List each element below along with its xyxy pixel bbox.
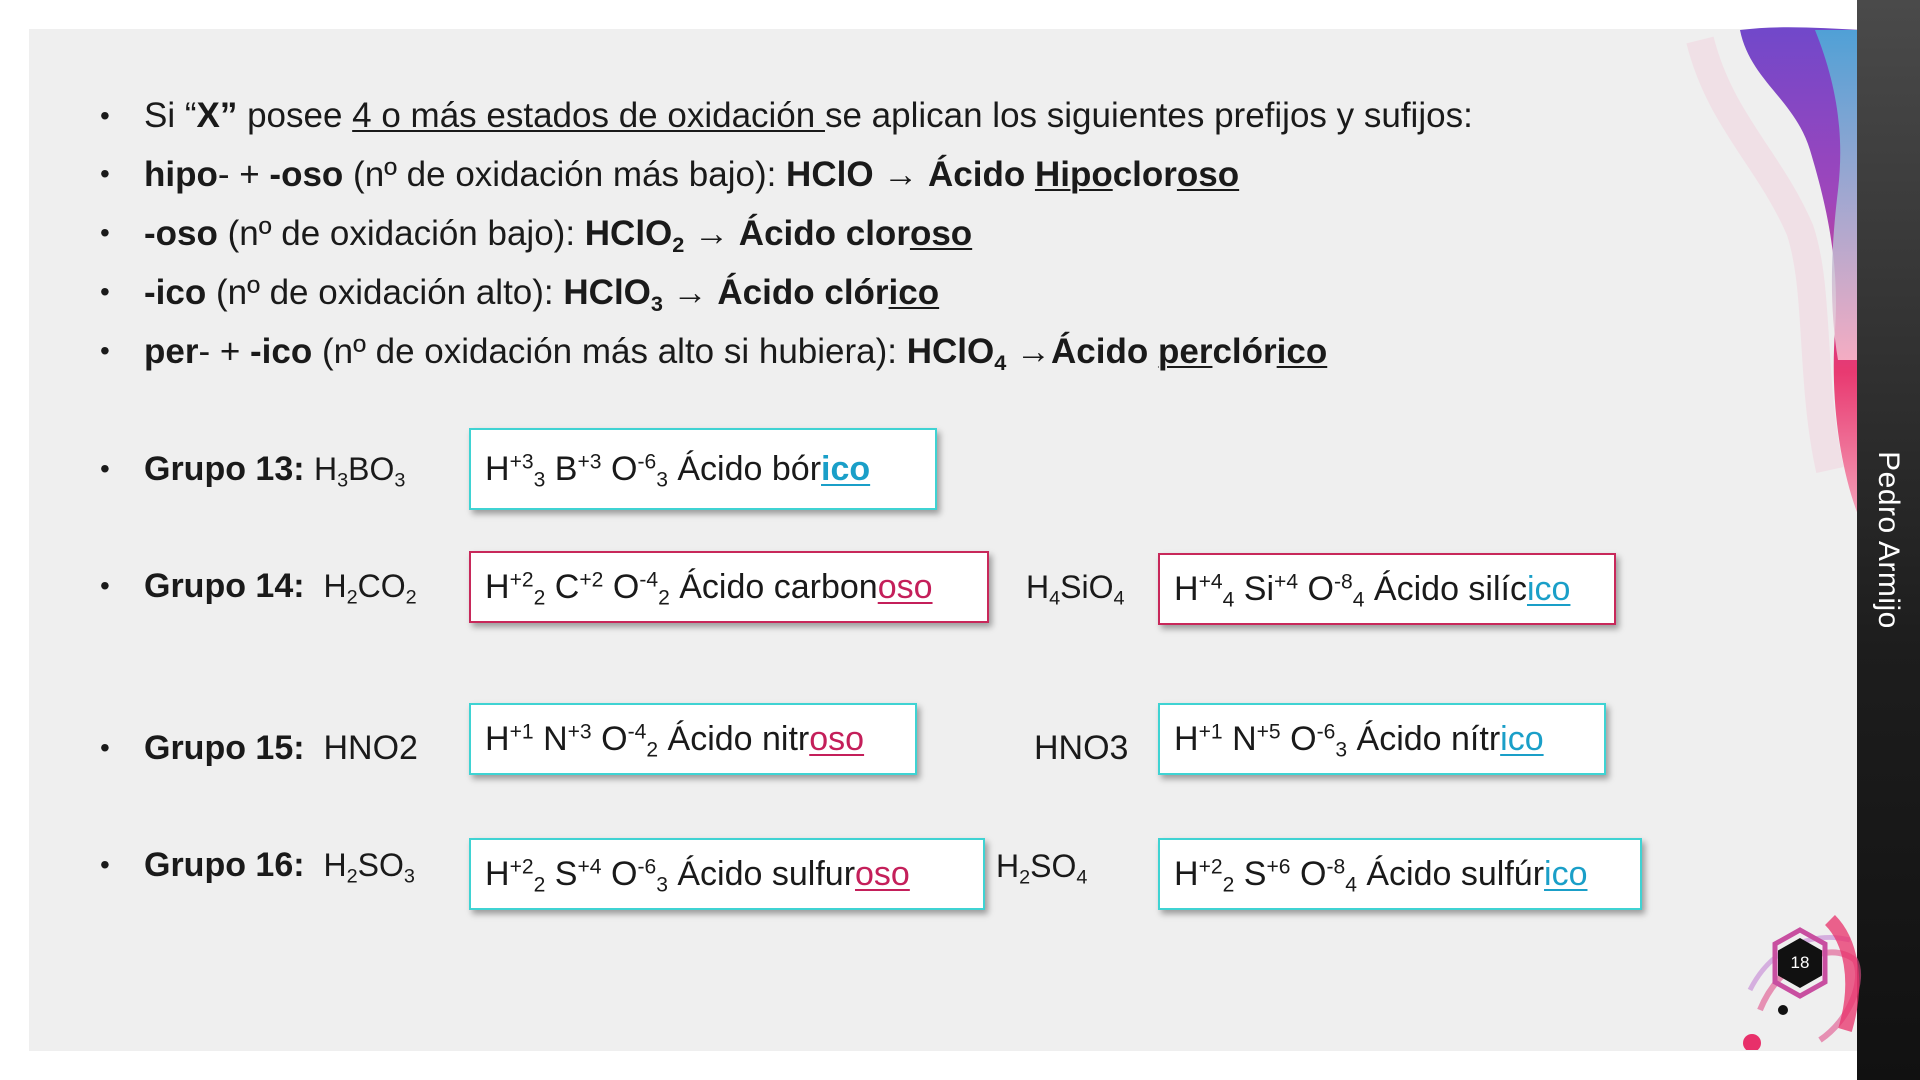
acid-suffix: oso bbox=[909, 214, 973, 253]
acid-suffix: oso bbox=[855, 854, 910, 893]
group-16-row bbox=[144, 846, 415, 888]
rule-per-ico bbox=[144, 332, 1328, 375]
acid-suffix: oso bbox=[809, 719, 865, 758]
connector: - + bbox=[198, 332, 251, 371]
group-label: Grupo 13: bbox=[144, 450, 305, 488]
connector: - + bbox=[217, 155, 270, 194]
rule-ico bbox=[144, 273, 940, 316]
arrow: → bbox=[662, 273, 718, 312]
acid-suffix: ico bbox=[1276, 332, 1328, 371]
group-16-acid-box-1: $H^{+2}_2$ $S^{+4}$ $O^{-6}_3$ Ácido sulfuroso bbox=[469, 838, 985, 910]
acid-suffix: ico bbox=[1526, 569, 1571, 608]
page-number-badge bbox=[1774, 937, 1826, 989]
group-14-row bbox=[144, 567, 417, 609]
rule-hipo-oso bbox=[144, 155, 1239, 195]
group-13-acid-box: $H^{+3}_3$ $B^{+3}$ $O^{-6}_3$ Ácido bórico bbox=[469, 428, 937, 510]
acid-suffix: oso bbox=[877, 567, 933, 606]
intro-x: X” bbox=[196, 96, 238, 135]
group-label: Grupo 16: bbox=[144, 846, 305, 884]
acid-name: Ácido bbox=[1051, 332, 1158, 371]
formula: HClO$_2$ bbox=[584, 214, 685, 257]
arrow: → bbox=[1006, 332, 1052, 371]
acid-suffix: oso bbox=[1176, 155, 1240, 194]
bullet: • bbox=[100, 335, 110, 366]
acid-root: clór bbox=[1212, 332, 1277, 371]
acid-root: clor bbox=[1112, 155, 1177, 194]
rule-description: (nº de oxidación alto): bbox=[206, 273, 564, 312]
group-label: Grupo 15: bbox=[144, 729, 305, 767]
intro-text-mid: posee bbox=[237, 96, 353, 135]
prefix: per bbox=[144, 332, 199, 371]
suffix: -ico bbox=[250, 332, 313, 371]
intro-text-post: se aplican los siguientes prefijos y sufijos: bbox=[824, 96, 1473, 135]
group-16-formula-2: $H_2SO_4$ bbox=[996, 848, 1088, 889]
group-14-formula-2: $H_4SiO_4$ bbox=[1026, 569, 1125, 610]
rule-intro bbox=[144, 96, 1473, 136]
rule-oso bbox=[144, 214, 973, 257]
rule-description: (nº de oxidación bajo): bbox=[217, 214, 585, 253]
bullet: • bbox=[100, 276, 110, 307]
group-13-row bbox=[144, 450, 406, 492]
arrow: → bbox=[684, 214, 739, 253]
group-formula: HNO2 bbox=[323, 729, 418, 767]
arrow: → bbox=[873, 155, 928, 194]
suffix: -ico bbox=[144, 273, 207, 312]
group-15-row bbox=[144, 729, 418, 768]
acid-suffix: ico bbox=[821, 449, 871, 488]
group-formula: $H_3BO_3$ bbox=[314, 451, 406, 492]
group-15-formula-2: HNO3 bbox=[1034, 729, 1129, 767]
suffix: -oso bbox=[144, 214, 218, 253]
group-formula: $H_2CO_2$ bbox=[323, 568, 417, 609]
bullet: • bbox=[100, 217, 110, 248]
acid-name: Ácido clor bbox=[738, 214, 910, 253]
intro-text: Si “ bbox=[144, 96, 197, 135]
group-16-acid-box-2: $H^{+2}_2$ $S^{+6}$ $O^{-8}_4$ Ácido sulfúrico bbox=[1158, 838, 1642, 910]
bullet: • bbox=[100, 849, 110, 880]
prefix: hipo bbox=[144, 155, 218, 194]
rule-description: (nº de oxidación más alto si hubiera): bbox=[312, 332, 907, 371]
page-number: 18 bbox=[1790, 953, 1810, 972]
acid-prefix: Hipo bbox=[1034, 155, 1113, 194]
formula: HClO bbox=[786, 155, 874, 194]
intro-underlined: 4 o más estados de oxidación bbox=[352, 96, 825, 135]
author-name: Pedro Armijo bbox=[1872, 451, 1905, 629]
group-14-acid-box-2: $H^{+4}_4$ $Si^{+4}$ $O^{-8}_4$ Ácido silícico bbox=[1158, 553, 1616, 625]
bullet: • bbox=[100, 158, 110, 189]
suffix: -oso bbox=[269, 155, 344, 194]
group-label: Grupo 14: bbox=[144, 567, 305, 605]
acid-prefix: per bbox=[1157, 332, 1213, 371]
group-15-acid-box-2: $H^{+1}$ $N^{+5}$ $O^{-6}_3$ Ácido nítrico bbox=[1158, 703, 1606, 775]
bullet: • bbox=[100, 100, 110, 131]
group-15-acid-box-1: $H^{+1}$ $N^{+3}$ $O^{-4}_2$ Ácido nitroso bbox=[469, 703, 917, 775]
acid-suffix: ico bbox=[1500, 719, 1544, 758]
bullet: • bbox=[100, 570, 110, 601]
formula: HClO$_4$ bbox=[906, 332, 1007, 375]
rule-description: (nº de oxidación más bajo): bbox=[343, 155, 787, 194]
acid-suffix: ico bbox=[1544, 854, 1588, 893]
bullet: • bbox=[100, 453, 110, 484]
formula: HClO$_3$ bbox=[563, 273, 663, 316]
acid-suffix: ico bbox=[888, 273, 940, 312]
acid-name: Ácido clór bbox=[717, 273, 889, 312]
bullet: • bbox=[100, 732, 110, 763]
acid-name: Ácido bbox=[928, 155, 1035, 194]
group-formula: $H_2SO_3$ bbox=[323, 847, 415, 888]
group-14-acid-box-1: $H^{+2}_2$ $C^{+2}$ $O^{-4}_2$ Ácido carbonoso bbox=[469, 551, 989, 623]
